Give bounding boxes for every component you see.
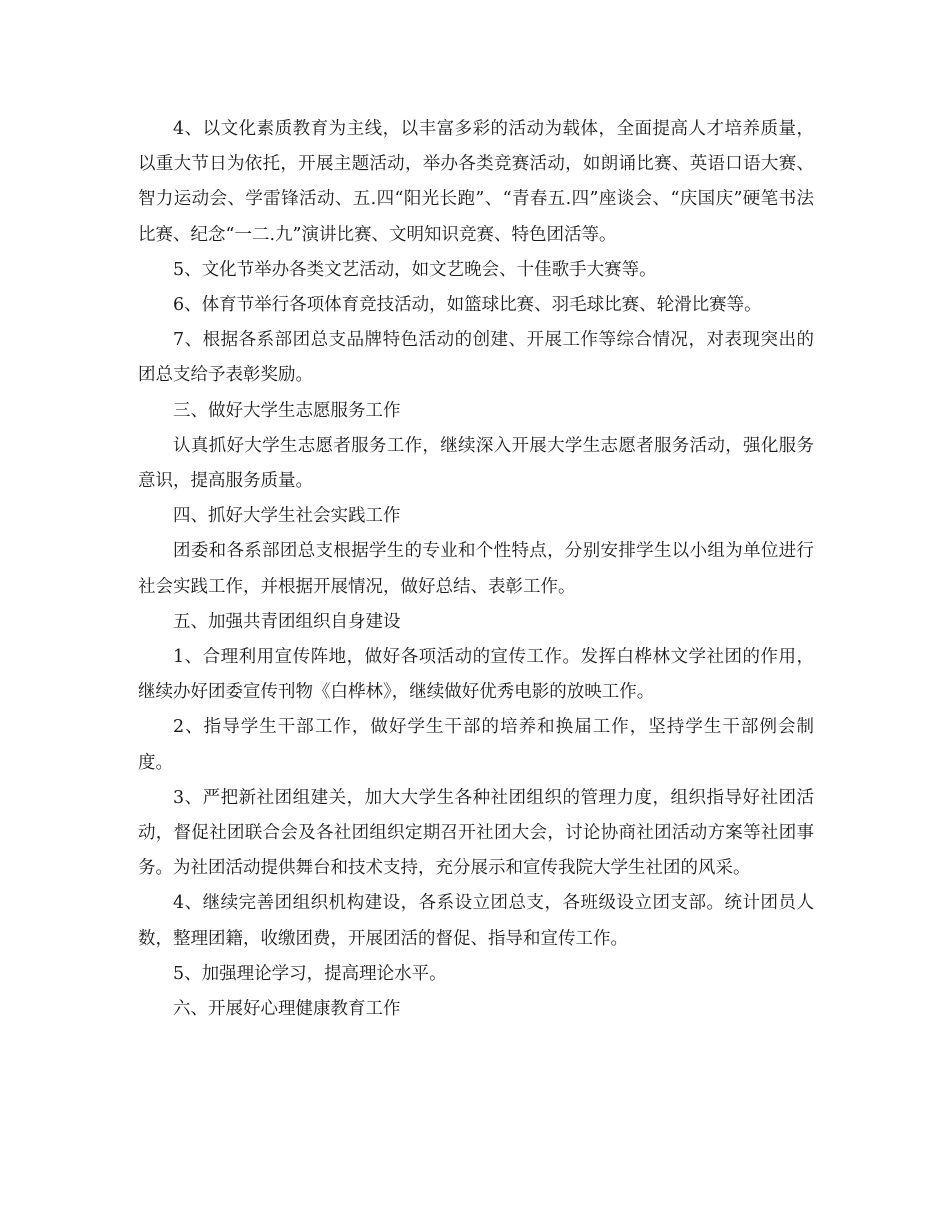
- section-heading-social-practice: 四、抓好大学生社会实践工作: [173, 506, 401, 527]
- paragraph-item-7-awards: 7、根据各系部团总支品牌特色活动的创建、开展工作等综合情况，对表现突出的团总支给予表彰奖励。: [138, 330, 814, 386]
- document-page: [138, 112, 814, 1027]
- paragraph-item-5-theory: 5、加强理论学习，提高理论水平。: [173, 963, 447, 984]
- paragraph-volunteer: 认真抓好大学生志愿者服务工作，继续深入开展大学生志愿者服务活动，强化服务意识，提高服务质量。: [138, 435, 814, 492]
- paragraph-item-1-publicity: 1、合理利用宣传阵地，做好各项活动的宣传工作。发挥白桦林文学社团的作用，继续办好团委宣传刊物《白桦林》，继续做好优秀电影的放映工作。: [138, 647, 814, 703]
- paragraph-item-5-culture-festival: 5、文化节举办各类文艺活动，如文艺晚会、十佳歌手大赛等。: [173, 259, 657, 280]
- section-heading-volunteer: 三、做好大学生志愿服务工作: [173, 400, 401, 421]
- paragraph-item-4-activities: 4、以文化素质教育为主线，以丰富多彩的活动为载体，全面提高人才培养质量，以重大节日为依托，开展主题活动，举办各类竞赛活动，如朗诵比赛、英语口语大赛、智力运动会、学雷锋活动、五.四“阳光长跑”、“青春五.四”座谈会、“庆国庆”硬笔书法比赛、纪念“一二.九”演讲比赛、文明知识竞赛、特色团活等。: [138, 119, 814, 245]
- paragraph-item-2-student-cadres: 2、指导学生干部工作，做好学生干部的培养和换届工作，坚持学生干部例会制度。: [138, 717, 814, 773]
- section-heading-league-building: 五、加强共青团组织自身建设: [173, 611, 401, 632]
- paragraph-item-3-clubs: 3、严把新社团组建关，加大大学生各种社团组织的管理力度，组织指导好社团活动，督促社团联合会及各社团组织定期召开社团大会，讨论协商社团活动方案等社团事务。为社团活动提供舞台和技术支持，充分展示和宣传我院大学生社团的风采。: [138, 787, 814, 879]
- paragraph-social-practice: 团委和各系部团总支根据学生的专业和个性特点，分别安排学生以小组为单位进行社会实践工作，并根据开展情况，做好总结、表彰工作。: [138, 541, 814, 597]
- section-heading-mental-health: 六、开展好心理健康教育工作: [173, 999, 401, 1020]
- paragraph-item-4-organization: 4、继续完善团组织机构建设，各系设立团总支，各班级设立团支部。统计团员人数，整理团籍，收缴团费，开展团活的督促、指导和宣传工作。: [138, 893, 814, 949]
- paragraph-item-6-sports-festival: 6、体育节举行各项体育竞技活动，如篮球比赛、羽毛球比赛、轮滑比赛等。: [173, 295, 762, 316]
